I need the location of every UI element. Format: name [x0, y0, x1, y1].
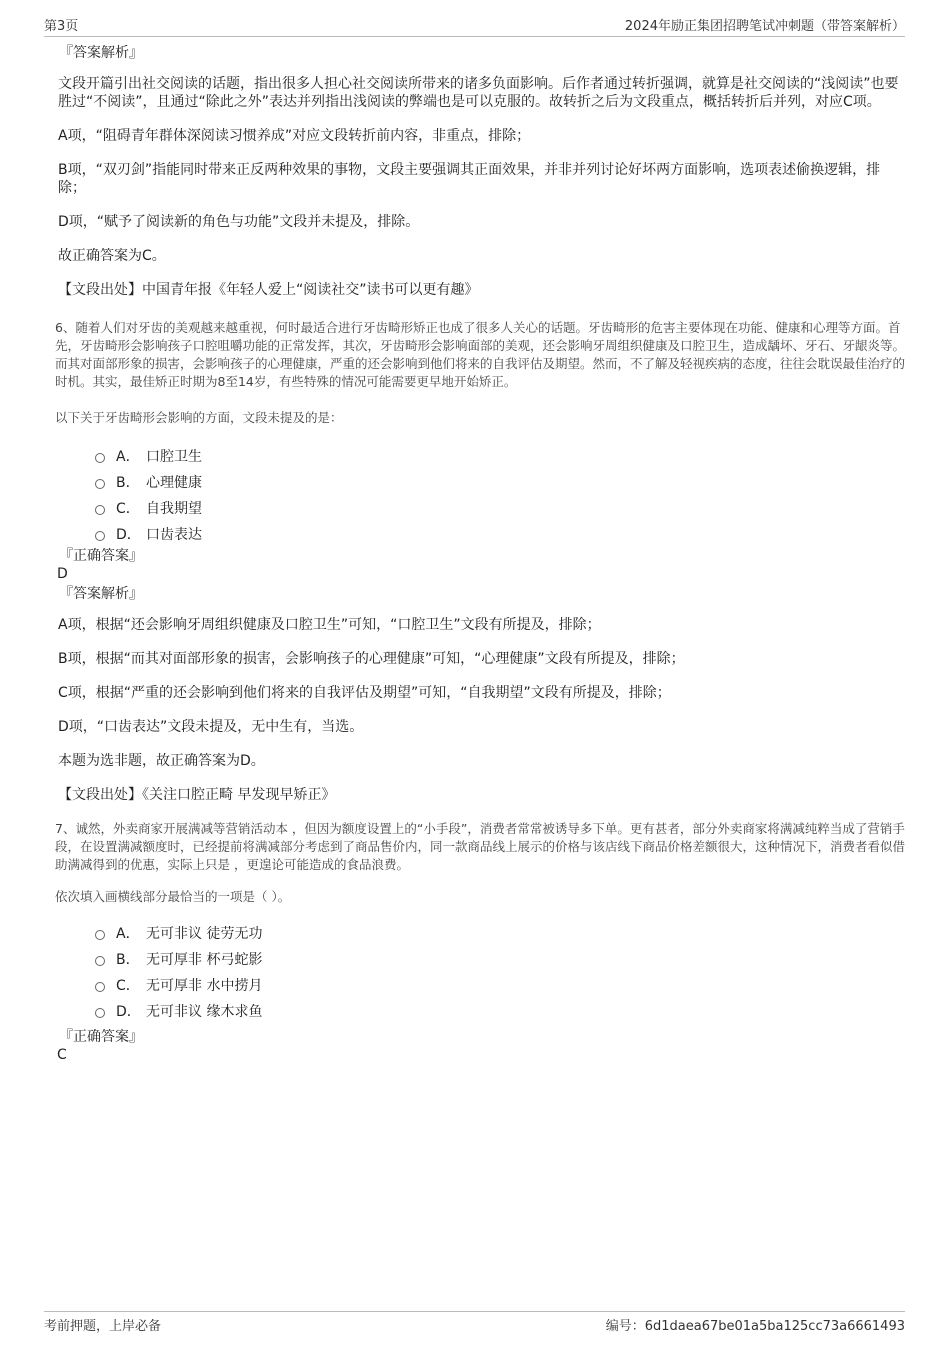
radio-icon[interactable]	[95, 956, 105, 966]
radio-icon[interactable]	[95, 479, 105, 489]
analysis-option-a: A项，根据“还会影响牙周组织健康及口腔卫生”可知，“口腔卫生”文段有所提及，排除；	[58, 617, 601, 633]
document-code: 编号：6d1daea67be01a5ba125cc73a6661493	[605, 1319, 905, 1334]
analysis-option-d: D项，“口齿表达”文段未提及，无中生有，当选。	[58, 719, 364, 735]
document-title: 2024年励正集团招聘笔试冲刺题（带答案解析）	[624, 19, 905, 34]
option-text: 无可非议 徒劳无功	[146, 926, 263, 942]
option-c[interactable]	[95, 972, 905, 998]
analysis-option-b: B项，“双刃剑”指能同时带来正反两种效果的事物，文段主要强调其正面效果，并非并列讨论好坏两方面影响，选项表述偷换逻辑，排除；	[58, 162, 881, 196]
passage-source: 【文段出处】中国青年报《年轻人爱上“阅读社交”读书可以更有趣》	[58, 282, 479, 298]
answer-tag: 『正确答案』	[59, 1029, 143, 1045]
option-text: 口腔卫生	[146, 449, 202, 465]
page-number: 第3页	[44, 19, 79, 34]
correct-answer: D	[57, 566, 68, 582]
question-7-text: 7、诚然，外卖商家开展满减等营销活动本 ，但因为额度设置上的“小手段”，消费者常常被诱导多下单。更有甚者，部分外卖商家将满减纯粹当成了营销手段，在设置满减额度时，已经提前将满减部分考虑到了商品售价内，同一款商品线上展示的价格与该店线下商品价格差额很大，这种情况下，消费者看似借助满减得到的优惠，实际上只是 ，更遑论可能造成的食品浪费。	[55, 821, 906, 872]
analysis-conclusion: 本题为选非题，故正确答案为D。	[58, 753, 265, 769]
option-d[interactable]	[95, 998, 905, 1024]
radio-icon[interactable]	[95, 930, 105, 940]
analysis-intro: 文段开篇引出社交阅读的话题，指出很多人担心社交阅读所带来的诸多负面影响。后作者通过转折强调，就算是社交阅读的“浅阅读”也要胜过“不阅读”，且通过“除此之外”表达并列指出浅阅读的弊端也是可以克服的。故转折之后为文段重点，概括转折后并列，对应C项。	[58, 76, 899, 110]
analysis-option-a: A项，“阻碍青年群体深阅读习惯养成”对应文段转折前内容，非重点，排除；	[58, 128, 531, 144]
option-letter: D．	[116, 1004, 141, 1020]
correct-answer: C	[57, 1047, 67, 1063]
question-7-prompt: 依次填入画横线部分最恰当的一项是（ ）。	[55, 889, 291, 904]
analysis-tag: 『答案解析』	[59, 45, 143, 61]
answer-tag: 『正确答案』	[59, 548, 143, 564]
question-6-options	[95, 443, 905, 547]
option-text: 无可厚非 杯弓蛇影	[146, 952, 263, 968]
analysis-option-d: D项，“赋予了阅读新的角色与功能”文段并未提及，排除。	[58, 214, 420, 230]
option-a[interactable]	[95, 443, 905, 469]
radio-icon[interactable]	[95, 982, 105, 992]
radio-icon[interactable]	[95, 505, 105, 515]
question-6-prompt: 以下关于牙齿畸形会影响的方面，文段未提及的是：	[55, 410, 343, 425]
option-text: 无可厚非 水中捞月	[146, 978, 263, 994]
radio-icon[interactable]	[95, 1008, 105, 1018]
option-letter: B．	[116, 475, 140, 491]
radio-icon[interactable]	[95, 453, 105, 463]
page-footer	[44, 1311, 905, 1334]
option-letter: A．	[116, 449, 140, 465]
option-letter: C．	[116, 978, 140, 994]
option-b[interactable]	[95, 946, 905, 972]
radio-icon[interactable]	[95, 531, 105, 541]
analysis-option-b: B项，根据“而其对面部形象的损害，会影响孩子的心理健康”可知，“心理健康”文段有所提及，排除；	[58, 651, 685, 667]
option-text: 心理健康	[146, 475, 202, 491]
option-letter: D．	[116, 527, 141, 543]
option-c[interactable]	[95, 495, 905, 521]
analysis-tag: 『答案解析』	[59, 586, 143, 602]
option-text: 无可非议 缘木求鱼	[146, 1004, 263, 1020]
option-d[interactable]	[95, 521, 905, 547]
option-letter: C．	[116, 501, 140, 517]
analysis-option-c: C项，根据“严重的还会影响到他们将来的自我评估及期望”可知，“自我期望”文段有所提及，排除；	[58, 685, 671, 701]
question-7-options	[95, 920, 905, 1024]
option-letter: B．	[116, 952, 140, 968]
footer-slogan: 考前押题，上岸必备	[44, 1319, 162, 1334]
analysis-conclusion: 故正确答案为C。	[58, 248, 166, 264]
question-6-text: 6、随着人们对牙齿的美观越来越重视，何时最适合进行牙齿畸形矫正也成了很多人关心的话题。牙齿畸形的危害主要体现在功能、健康和心理等方面。首先，牙齿畸形会影响孩子口腔咀嚼功能的正常发挥，其次，牙齿畸形会影响面部的美观，还会影响牙周组织健康及口腔卫生，造成龋坏、牙石、牙龈炎等。而其对面部形象的损害，会影响孩子的心理健康，严重的还会影响到他们将来的自我评估及期望。然而，不了解及轻视疾病的态度，往往会耽误最佳治疗的时机。其实，最佳矫正时期为8至14岁，有些特殊的情况可能需要更早地开始矫正。	[55, 320, 906, 389]
option-text: 口齿表达	[146, 527, 202, 543]
option-text: 自我期望	[146, 501, 202, 517]
option-a[interactable]	[95, 920, 905, 946]
passage-source: 【文段出处】《关注口腔正畸 早发现早矫正》	[58, 787, 336, 803]
page-header	[44, 14, 905, 37]
option-letter: A．	[116, 926, 140, 942]
option-b[interactable]	[95, 469, 905, 495]
page-content	[55, 44, 905, 1064]
